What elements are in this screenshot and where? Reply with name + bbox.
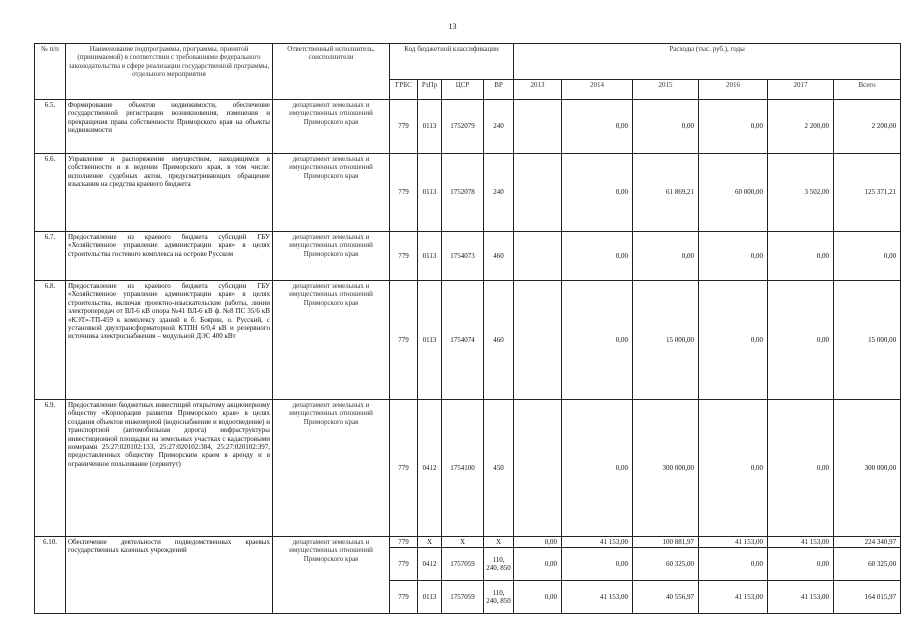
row-name: Обеспечение деятельности подведомственных краевых государственных казенных учреждений — [66, 537, 273, 614]
table-row — [35, 232, 901, 281]
row-grbs: 779 — [390, 232, 418, 281]
row-2013: 0,00 — [514, 548, 562, 581]
row-rzpr: 0113 — [418, 100, 442, 154]
row-rzpr: 0412 — [418, 548, 442, 581]
table-row — [35, 154, 901, 232]
row-vr: 460 — [484, 232, 514, 281]
row-csr: 1752078 — [442, 154, 484, 232]
row-name: Управление и распоряжение имуществом, находящимся в собственности и в ведении Приморского края, в том числе: исполнение судебных актов, предусматривающих обращение взыскания на средства краевого бюджета — [66, 154, 273, 232]
header-executor: Ответственный исполнитель, соисполнители — [273, 44, 390, 100]
row-vr: 450 — [484, 400, 514, 537]
row-2015: 40 556,97 — [633, 581, 699, 614]
table-row — [35, 537, 901, 548]
row-total: 224 340,97 — [834, 537, 901, 548]
row-2015: 0,00 — [633, 232, 699, 281]
row-executor: департамент земельных и имущественных отношений Приморского края — [273, 100, 390, 154]
row-num: 6.7. — [35, 232, 66, 281]
row-total: 125 371,21 — [834, 154, 901, 232]
row-2013: 0,00 — [514, 537, 562, 548]
row-2016: 41 153,00 — [699, 537, 768, 548]
row-2015: 0,00 — [633, 100, 699, 154]
row-2014: 0,00 — [562, 232, 633, 281]
header-2015: 2015 — [633, 80, 699, 100]
row-2015: 300 000,00 — [633, 400, 699, 537]
row-2014: 41 153,00 — [562, 537, 633, 548]
row-2015: 60 325,00 — [633, 548, 699, 581]
row-name: Предоставление бюджетных инвестиций открытому акционерному обществу «Корпорация развития Приморского края» в целях создания объектов инженерной (водоснабжение и водоотведение) и транспортной (автомобильная дорога) инфраструктуры инвестиционной площадки на земельных участках с кадастровыми номерами 25:27:020102:133, 25:27:020102:384, 25:27:020102:397, предоставленных обществу Приморским краем в аренду и в ограниченное пользование (сервитут) — [66, 400, 273, 537]
row-grbs: 779 — [390, 548, 418, 581]
row-2016: 60 000,00 — [699, 154, 768, 232]
row-total: 2 200,00 — [834, 100, 901, 154]
row-csr: 1754074 — [442, 281, 484, 400]
header-2014: 2014 — [562, 80, 633, 100]
row-2016: 41 153,00 — [699, 581, 768, 614]
row-2016: 0,00 — [699, 548, 768, 581]
row-2013 — [514, 154, 562, 232]
header-expenses: Расходы (тыс. руб.), годы — [514, 44, 901, 80]
row-2016: 0,00 — [699, 100, 768, 154]
row-csr: 1757059 — [442, 581, 484, 614]
header-2016: 2016 — [699, 80, 768, 100]
row-rzpr: 0113 — [418, 232, 442, 281]
row-2013 — [514, 232, 562, 281]
row-2016: 0,00 — [699, 232, 768, 281]
header-num: № п/п — [35, 44, 66, 100]
row-rzpr: 0113 — [418, 581, 442, 614]
header-2017: 2017 — [768, 80, 834, 100]
row-num: 6.9. — [35, 400, 66, 537]
row-executor: департамент земельных и имущественных отношений Приморского края — [273, 537, 390, 614]
row-2013 — [514, 400, 562, 537]
row-executor: департамент земельных и имущественных отношений Приморского края — [273, 281, 390, 400]
row-total: 164 015,97 — [834, 581, 901, 614]
row-2014: 0,00 — [562, 548, 633, 581]
header-rzpr: РзПр — [418, 80, 442, 100]
row-vr: 110, 240, 850 — [484, 581, 514, 614]
row-2013: 0,00 — [514, 581, 562, 614]
row-csr: X — [442, 537, 484, 548]
row-executor: департамент земельных и имущественных отношений Приморского края — [273, 400, 390, 537]
row-2015: 100 881,97 — [633, 537, 699, 548]
header-kbk: Код бюджетной классификации — [390, 44, 514, 80]
header-vr: ВР — [484, 80, 514, 100]
header-csr: ЦСР — [442, 80, 484, 100]
table-row — [35, 281, 901, 400]
row-rzpr: 0113 — [418, 281, 442, 400]
row-grbs: 779 — [390, 281, 418, 400]
row-2014: 41 153,00 — [562, 581, 633, 614]
row-2014: 0,00 — [562, 400, 633, 537]
row-vr: 460 — [484, 281, 514, 400]
table-row — [35, 400, 901, 537]
row-vr: 110, 240, 850 — [484, 548, 514, 581]
row-2017: 3 502,00 — [768, 154, 834, 232]
page-number: 13 — [448, 22, 457, 31]
row-total: 60 325,00 — [834, 548, 901, 581]
row-grbs: 779 — [390, 537, 418, 548]
header-total: Всего — [834, 80, 901, 100]
row-name: Предоставление из краевого бюджета субсидий ГБУ «Хозяйственное управление администрации края» в целях строительства гостевого комплекса на острове Русском — [66, 232, 273, 281]
row-vr: 240 — [484, 100, 514, 154]
row-total: 300 000,00 — [834, 400, 901, 537]
row-vr: X — [484, 537, 514, 548]
row-2017: 0,00 — [768, 281, 834, 400]
row-csr: 1754100 — [442, 400, 484, 537]
row-num: 6.10. — [35, 537, 66, 614]
row-2017: 41 153,00 — [768, 537, 834, 548]
row-name: Формирование объектов недвижимости, обеспечение государственной регистрации возникновения, изменения и прекращения права собственности Приморского края на объекты недвижимости — [66, 100, 273, 154]
row-csr: 1754073 — [442, 232, 484, 281]
row-2014: 0,00 — [562, 281, 633, 400]
row-total: 0,00 — [834, 232, 901, 281]
header-name: Наименование подпрограммы, программы, принятой (принимаемой) в соответствии с требованиями федерального законодательства в сфере реализации государственной программы, отдельного мероприятия — [66, 44, 273, 100]
header-grbs: ГРБС — [390, 80, 418, 100]
row-grbs: 779 — [390, 154, 418, 232]
row-2017: 0,00 — [768, 548, 834, 581]
row-2013 — [514, 281, 562, 400]
row-2014: 0,00 — [562, 100, 633, 154]
budget-table — [34, 43, 901, 614]
row-2017: 2 200,00 — [768, 100, 834, 154]
row-name: Предоставление из краевого бюджета субсидии ГБУ «Хозяйственное управление администрации края» в целях строительства, включая проектно-изыскательские работы, линии электропередач от ВЛ-6 кВ опора №41 ВЛ-6 кВ ф. №8 ПС 35/6 кВ «КЭТ»-ТП-459 к комплексу зданий в б. Боярин, о. Русский, с установкой двухтрансформаторной КТПН 6/0,4 кВ и резервного источника электроснабжения – модульной ДЭС 400 кВт — [66, 281, 273, 400]
row-2013 — [514, 100, 562, 154]
row-executor: департамент земельных и имущественных отношений Приморского края — [273, 154, 390, 232]
row-2016: 0,00 — [699, 281, 768, 400]
row-2017: 0,00 — [768, 232, 834, 281]
row-rzpr: 0412 — [418, 400, 442, 537]
header-2013: 2013 — [514, 80, 562, 100]
row-2015: 15 000,00 — [633, 281, 699, 400]
row-vr: 240 — [484, 154, 514, 232]
row-2015: 61 869,21 — [633, 154, 699, 232]
row-num: 6.8. — [35, 281, 66, 400]
row-total: 15 000,00 — [834, 281, 901, 400]
row-executor: департамент земельных и имущественных отношений Приморского края — [273, 232, 390, 281]
row-grbs: 779 — [390, 100, 418, 154]
row-csr: 1752079 — [442, 100, 484, 154]
row-num: 6.5. — [35, 100, 66, 154]
row-grbs: 779 — [390, 400, 418, 537]
row-2014: 0,00 — [562, 154, 633, 232]
row-grbs: 779 — [390, 581, 418, 614]
row-2017: 0,00 — [768, 400, 834, 537]
row-2016: 0,00 — [699, 400, 768, 537]
row-rzpr: X — [418, 537, 442, 548]
table-row — [35, 100, 901, 154]
row-2017: 41 153,00 — [768, 581, 834, 614]
row-csr: 1757059 — [442, 548, 484, 581]
row-rzpr: 0113 — [418, 154, 442, 232]
row-num: 6.6. — [35, 154, 66, 232]
